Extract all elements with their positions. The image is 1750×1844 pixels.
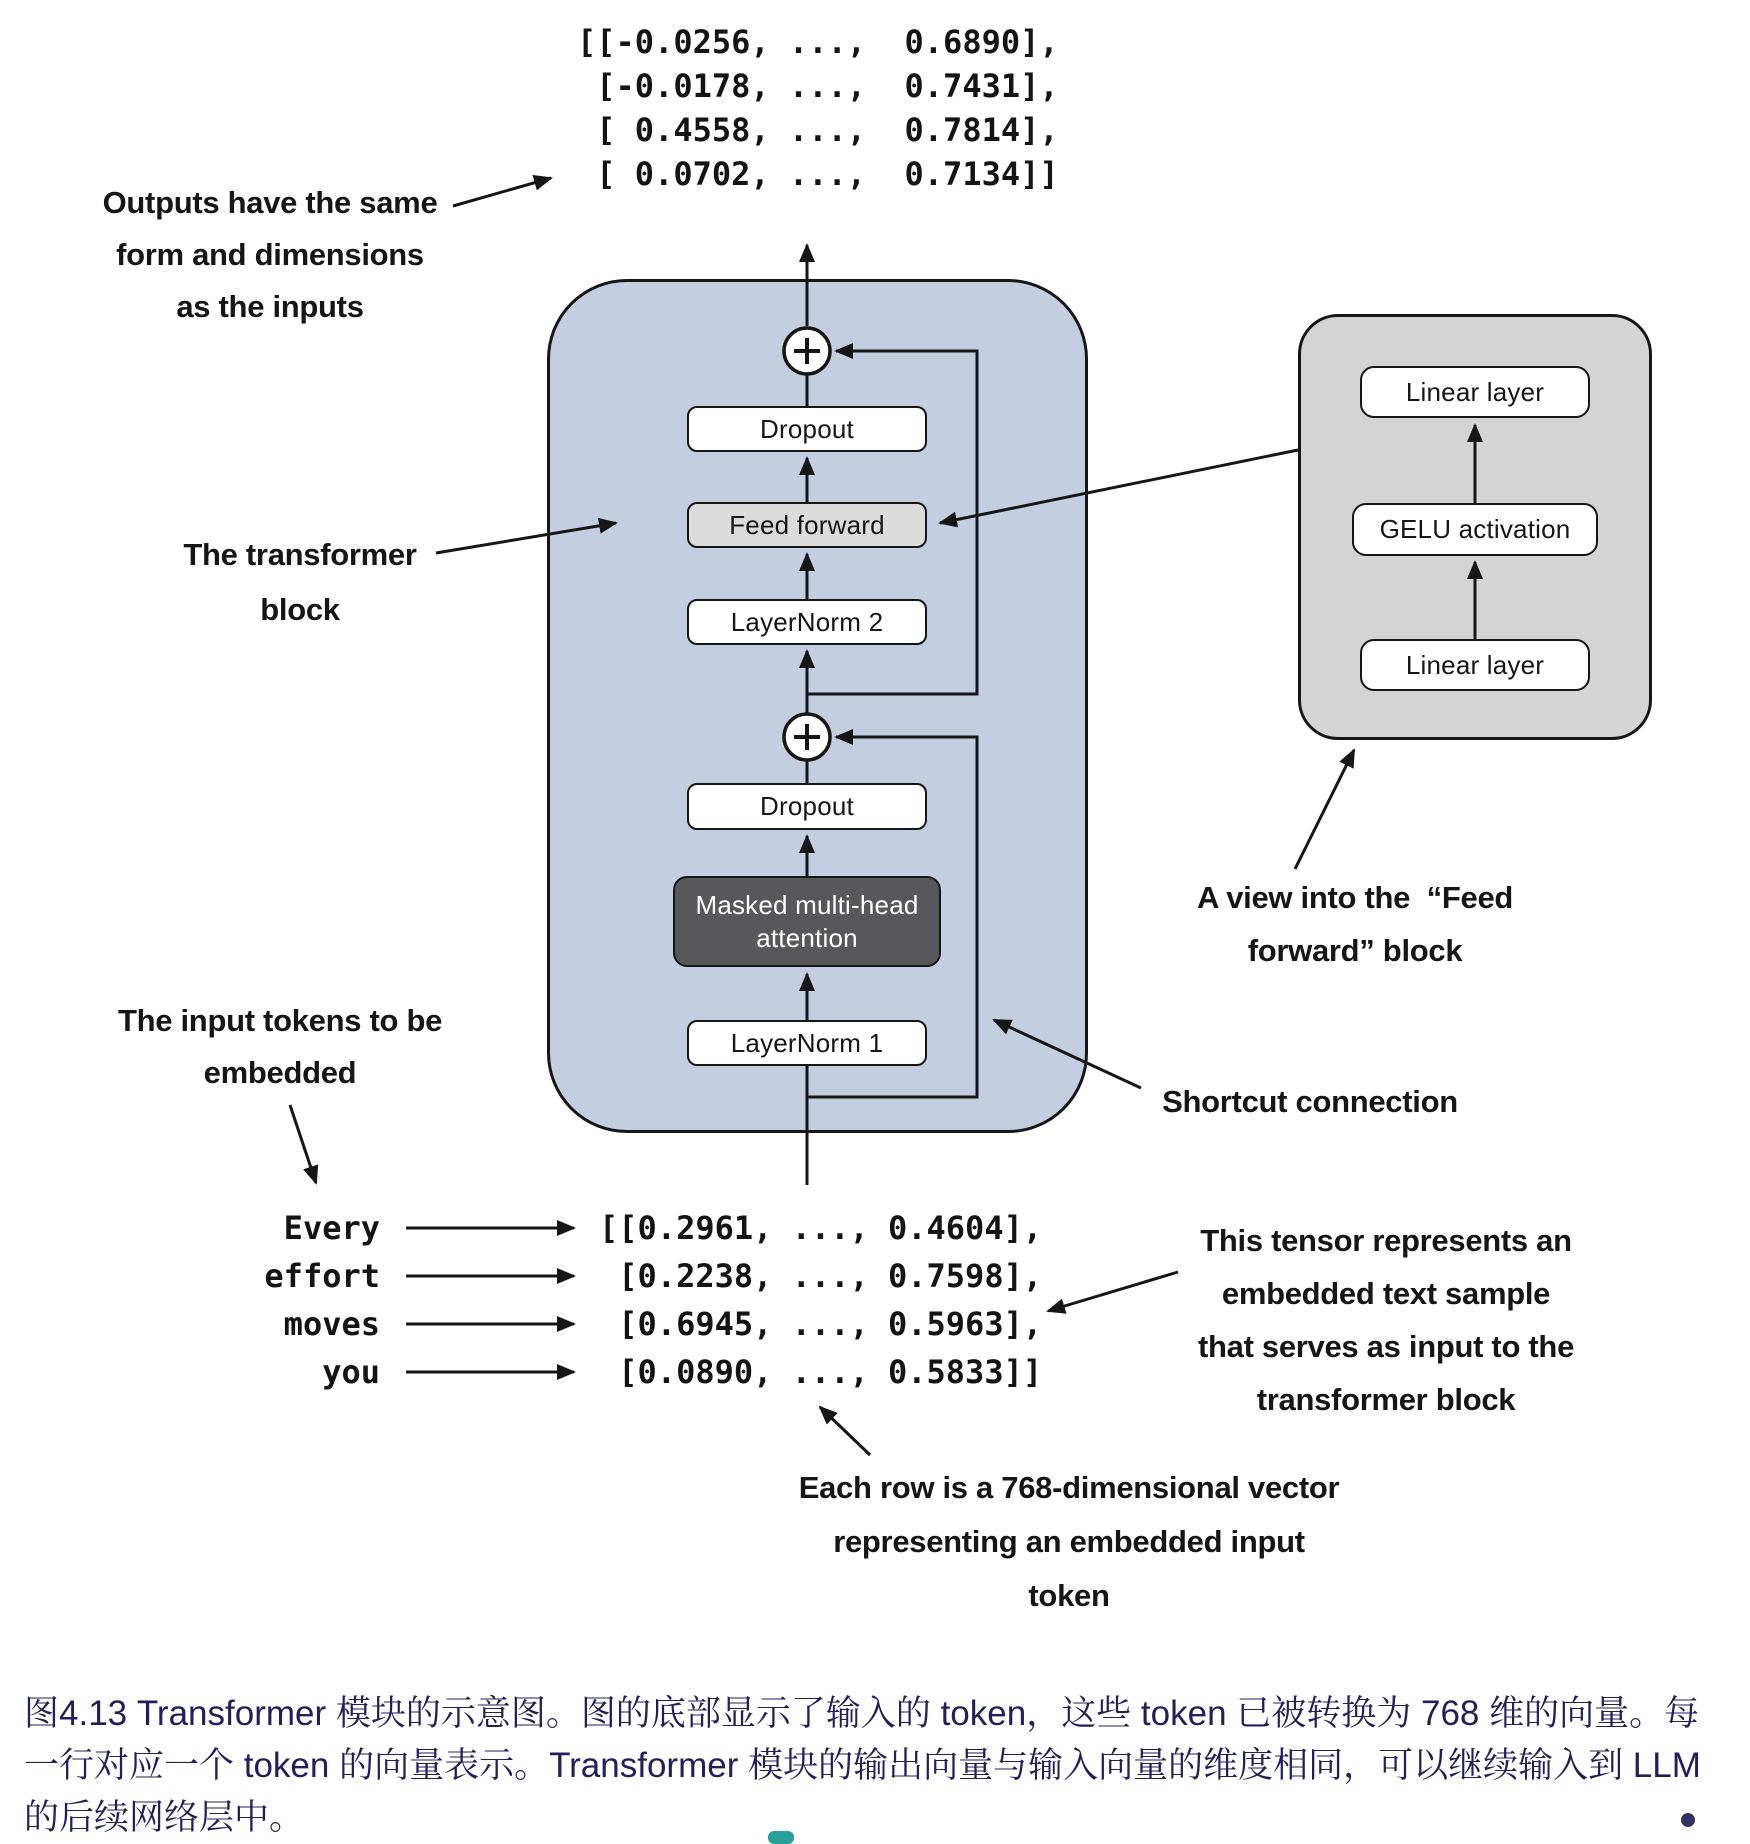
layernorm1-label: LayerNorm 1 bbox=[730, 1027, 884, 1058]
linear-layer-top-box bbox=[1360, 366, 1590, 418]
input-tensor-row: [0.0890, ..., 0.5833]] bbox=[599, 1353, 1043, 1391]
layernorm2-box bbox=[687, 599, 927, 645]
dropout-top-label: Dropout bbox=[760, 413, 854, 444]
token-every: Every bbox=[283, 1209, 380, 1247]
input-tensor-row: [0.2238, ..., 0.7598], bbox=[599, 1257, 1043, 1295]
arrow-this-tensor-label bbox=[1048, 1272, 1178, 1311]
layernorm1-box bbox=[687, 1020, 927, 1066]
arrow-outputs-label bbox=[453, 178, 551, 206]
input-tokens-label-line: embedded bbox=[203, 1055, 357, 1090]
caption-line: 图4.13 Transformer 模块的示意图。图的底部显示了输入的 token，这些 token 已被转换为 768 维的向量。每 bbox=[24, 1694, 1700, 1733]
linear-layer-bottom-box bbox=[1360, 639, 1590, 691]
arrow-transformer-label bbox=[436, 523, 616, 553]
masked-attention-label-line2: attention bbox=[756, 922, 858, 953]
token-effort: effort bbox=[264, 1257, 380, 1295]
input-tensor-row: [0.6945, ..., 0.5963], bbox=[599, 1305, 1043, 1343]
this-tensor-label-line: that serves as input to the bbox=[1197, 1329, 1575, 1364]
transformer-block-label bbox=[140, 527, 460, 637]
teal-cursor-artifact bbox=[768, 1831, 794, 1844]
dropout-top-box bbox=[687, 406, 927, 452]
output-tensor-row: [ 0.4558, ..., 0.7814], bbox=[577, 111, 1059, 149]
ff-view-label bbox=[1140, 871, 1570, 977]
dropout-bottom-box bbox=[687, 783, 927, 830]
gelu-activation-label: GELU activation bbox=[1379, 514, 1571, 544]
output-tensor-row: [[-0.0256, ..., 0.6890], bbox=[577, 23, 1059, 61]
this-tensor-label-line: This tensor represents an bbox=[1200, 1223, 1572, 1258]
shortcut-label bbox=[1105, 1076, 1515, 1128]
feed-forward-label: Feed forward bbox=[729, 509, 885, 540]
ff-view-label-line: forward” block bbox=[1247, 933, 1463, 968]
linear-layer-bottom-label: Linear layer bbox=[1405, 649, 1545, 680]
output-tensor-row: [ 0.0702, ..., 0.7134]] bbox=[577, 155, 1059, 193]
caption-line: 的后续网络层中。 bbox=[24, 1798, 305, 1837]
linear-layer-top-label: Linear layer bbox=[1405, 376, 1545, 407]
input-tokens-label-line: The input tokens to be bbox=[117, 1003, 443, 1038]
this-tensor-label-line: transformer block bbox=[1256, 1382, 1516, 1417]
shortcut-label-line: Shortcut connection bbox=[1162, 1084, 1458, 1119]
input-tokens-label bbox=[95, 995, 465, 1099]
input-tokens bbox=[220, 1204, 380, 1396]
arrow-input-tokens-label bbox=[290, 1105, 316, 1183]
masked-attention-box bbox=[673, 876, 941, 967]
token-you: you bbox=[322, 1353, 380, 1391]
output-tensor bbox=[577, 20, 1059, 196]
transformer-block-label-line: block bbox=[260, 592, 340, 627]
figure-caption bbox=[24, 1688, 1746, 1844]
navy-dot-artifact bbox=[1681, 1813, 1695, 1827]
caption-line: 一行对应一个 token 的向量表示。Transformer 模块的输出向量与输入向量的维度相同，可以继续输入到 LLM bbox=[24, 1746, 1701, 1785]
token-moves: moves bbox=[283, 1305, 380, 1343]
outputs-label-line: form and dimensions bbox=[116, 237, 424, 272]
transformer-block-label-line: The transformer bbox=[183, 537, 417, 572]
layernorm2-label: LayerNorm 2 bbox=[730, 606, 884, 637]
masked-attention-label-line1: Masked multi-head bbox=[695, 889, 919, 920]
this-tensor-label bbox=[1166, 1214, 1606, 1426]
each-row-label-line: token bbox=[1028, 1578, 1110, 1613]
each-row-label bbox=[789, 1461, 1349, 1623]
outputs-label bbox=[75, 177, 465, 333]
arrow-each-row-label bbox=[820, 1407, 870, 1455]
output-tensor-row: [-0.0178, ..., 0.7431], bbox=[577, 67, 1059, 105]
ff-view-label-line: A view into the “Feed bbox=[1196, 880, 1514, 915]
arrow-ffview-label bbox=[1295, 750, 1354, 869]
outputs-label-line: as the inputs bbox=[176, 289, 364, 324]
input-tensor bbox=[599, 1204, 1042, 1396]
each-row-label-line: representing an embedded input bbox=[833, 1524, 1305, 1559]
outputs-label-line: Outputs have the same bbox=[102, 185, 438, 220]
gelu-activation-box bbox=[1352, 503, 1598, 556]
this-tensor-label-line: embedded text sample bbox=[1221, 1276, 1551, 1311]
each-row-label-line: Each row is a 768-dimensional vector bbox=[798, 1470, 1340, 1505]
input-tensor-row: [[0.2961, ..., 0.4604], bbox=[599, 1209, 1043, 1247]
pointer-view-to-feedforward bbox=[940, 450, 1298, 523]
feed-forward-box bbox=[687, 502, 927, 548]
dropout-bottom-label: Dropout bbox=[760, 791, 854, 821]
